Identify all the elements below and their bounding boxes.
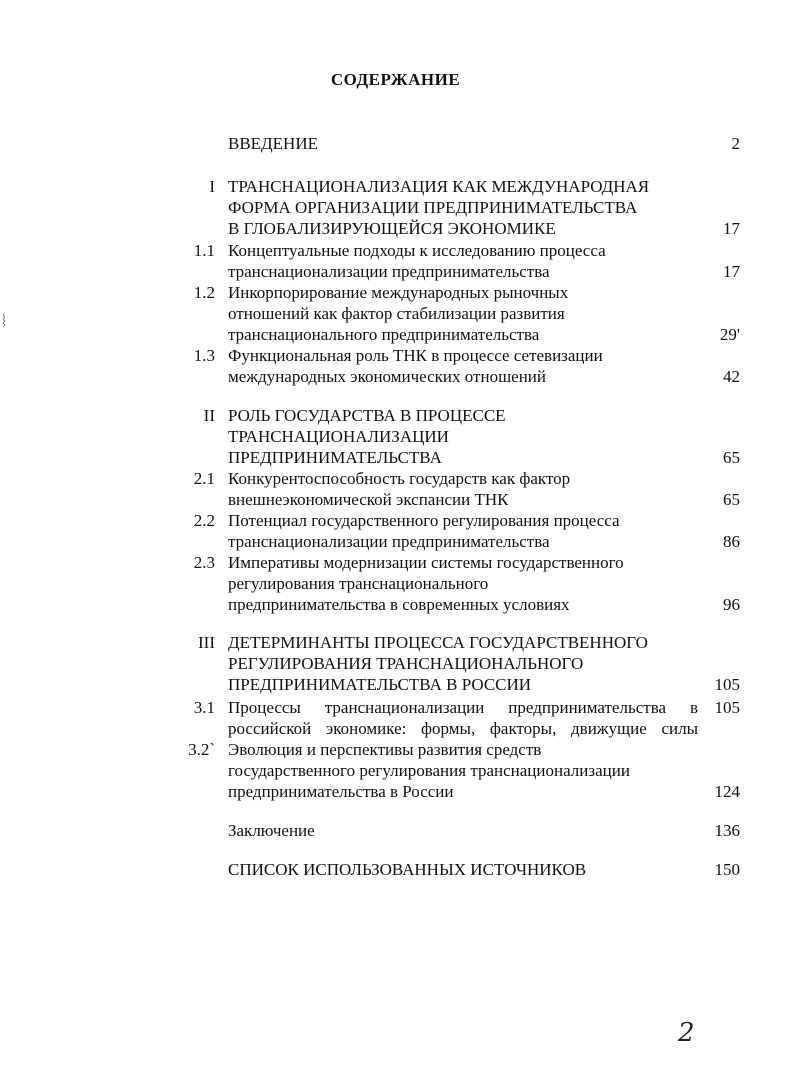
toc-entry-line: РЕГУЛИРОВАНИЯ ТРАНСНАЦИОНАЛЬНОГО [228,654,584,673]
toc-entry-title [228,282,698,345]
toc-entry-line: Заключение [228,821,315,840]
toc-entry-page: 17 [723,219,740,238]
toc-entry-line: В ГЛОБАЛИЗИРУЮЩЕЙСЯ ЭКОНОМИКЕ [228,219,556,238]
toc-entry-title [228,632,698,695]
toc-entry-title [228,697,698,739]
toc-entry-title [228,820,698,841]
toc-entry-number: 1.3 [193,346,215,365]
toc-entry-line: ДЕТЕРМИНАНТЫ ПРОЦЕССА ГОСУДАРСТВЕННОГО [228,633,648,652]
toc-entry-page: 86 [723,532,740,551]
toc-entry-line: РОЛЬ ГОСУДАРСТВА В ПРОЦЕССЕ [228,406,506,425]
toc-entry-line: транснационального предпринимательства [228,325,540,344]
toc-entry-title [228,510,698,552]
toc-entry-page: 2 [731,134,740,153]
toc-entry-line: международных экономических отношений [228,367,546,386]
toc-entry-title [228,468,698,510]
toc-entry-line: ПРЕДПРИНИМАТЕЛЬСТВА [228,448,442,467]
toc-entry-page: 105 [714,675,740,694]
toc-entry-line: Процессы транснационализации предпринимательства в [228,698,698,717]
toc-entry-number: 1.2 [193,283,215,302]
toc-entry-line: российской экономике: формы, факторы, движущие силы [228,719,698,738]
toc-entry-page: 124 [714,782,740,801]
toc-entry-number: 2.1 [193,469,215,488]
toc-entry-line: Конкурентоспособность государств как фактор [228,469,571,488]
toc-entry-page: 29' [719,325,740,344]
toc-entry-page: 65 [723,490,740,509]
toc-entry-page: 150 [714,860,740,879]
toc-entry-line: Потенциал государственного регулирования процесса [228,511,620,530]
toc-entry-line: отношений как фактор стабилизации развития [228,304,565,323]
toc-entry-line: Функциональная роль ТНК в процессе сетевизации [228,346,603,365]
toc-entry-page: 136 [714,821,740,840]
toc-entry-line: государственного регулирования транснационализации [228,761,630,780]
toc-entry-line: СПИСОК ИСПОЛЬЗОВАННЫХ ИСТОЧНИКОВ [228,860,587,879]
toc-entry-line: Императивы модернизации системы государственного [228,553,624,572]
page-title: СОДЕРЖАНИЕ [330,70,461,89]
toc-entry-line: Инкорпорирование международных рыночных [228,283,569,302]
toc-entry-line: ВВЕДЕНИЕ [228,134,318,153]
toc-entry-line: транснационализации предпринимательства [228,262,550,281]
toc-entry-page: 17 [723,262,740,281]
toc-entry-title [228,176,698,239]
handwritten-page-number: 2 [678,1018,695,1048]
toc-entry-line: ФОРМА ОРГАНИЗАЦИИ ПРЕДПРИНИМАТЕЛЬСТВА [228,198,638,217]
toc-entry-number: III [198,633,215,652]
margin-mark: ⸾ [2,314,6,326]
toc-entry-title [228,739,698,802]
toc-entry-number: 1.1 [193,241,215,260]
toc-entry-number: 3.2` [188,740,215,759]
toc-entry-line: ТРАНСНАЦИОНАЛИЗАЦИИ [228,427,449,446]
toc-entry-page: 96 [723,595,740,614]
toc-entry-number: 3.1 [193,698,215,717]
toc-entry-line: транснационализации предпринимательства [228,532,550,551]
toc-entry-title [228,240,698,282]
toc-entry-page: 65 [723,448,740,467]
toc-entry-page: 105 [714,698,740,717]
toc-entry-line: Эволюция и перспективы развития средств [228,740,542,759]
toc-entry-line: внешнеэкономической экспансии ТНК [228,490,509,509]
toc-entry-number: 2.2 [193,511,215,530]
toc-entry-title [228,859,698,880]
toc-entry-title [228,405,698,468]
toc-entry-title [228,345,698,387]
toc-entry-line: ТРАНСНАЦИОНАЛИЗАЦИЯ КАК МЕЖДУНАРОДНАЯ [228,177,650,196]
toc-entry-number: I [209,177,215,196]
toc-entry-line: ПРЕДПРИНИМАТЕЛЬСТВА В РОССИИ [228,675,532,694]
toc-entry-page: 42 [723,367,740,386]
toc-entry-number: 2.3 [193,553,215,572]
toc-entry-line: предпринимательства в России [228,782,454,801]
toc-entry-number: II [203,406,215,425]
toc-entry-line: Концептуальные подходы к исследованию процесса [228,241,606,260]
toc-entry-title [228,552,698,615]
toc-entry-title [228,133,698,154]
toc-entry-line: регулирования транснационального [228,574,489,593]
toc-entry-line: предпринимательства в современных условиях [228,595,570,614]
